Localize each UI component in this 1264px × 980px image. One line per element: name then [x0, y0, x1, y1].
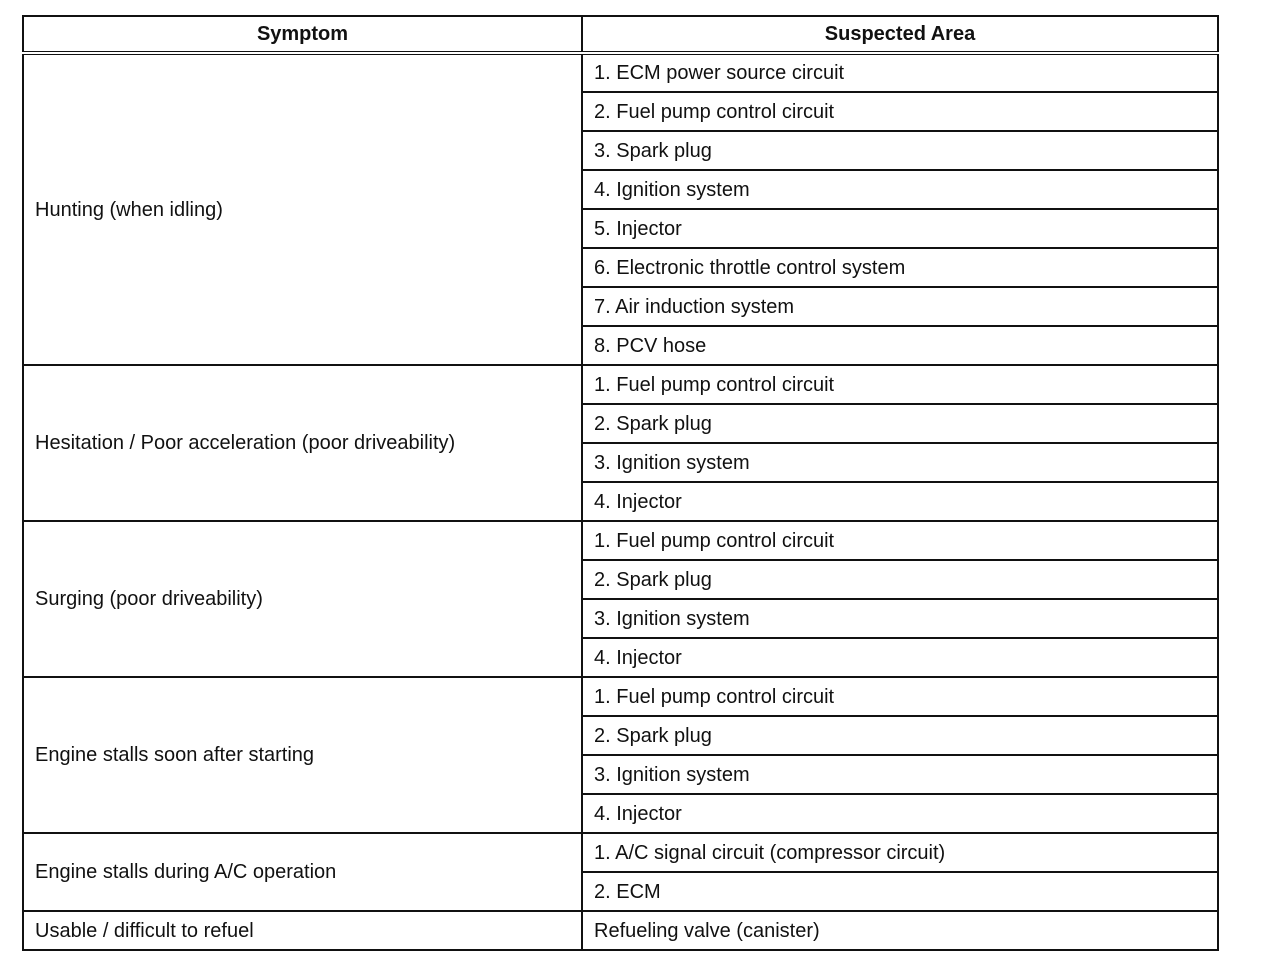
symptom-cell: Usable / difficult to refuel	[23, 911, 582, 950]
header-suspected-area: Suspected Area	[582, 16, 1218, 53]
symptom-cell: Engine stalls soon after starting	[23, 677, 582, 833]
table-row	[23, 521, 1218, 560]
table-body	[23, 53, 1218, 950]
table-row	[23, 677, 1218, 716]
suspected-area-cell: 2. Spark plug	[582, 560, 1218, 599]
suspected-area-cell: 7. Air induction system	[582, 287, 1218, 326]
symptom-cell: Surging (poor driveability)	[23, 521, 582, 677]
suspected-area-cell: 2. ECM	[582, 872, 1218, 911]
table-row	[23, 53, 1218, 92]
suspected-area-cell: 1. ECM power source circuit	[582, 53, 1218, 92]
suspected-area-cell: 3. Ignition system	[582, 443, 1218, 482]
suspected-area-cell: 1. Fuel pump control circuit	[582, 677, 1218, 716]
table-row	[23, 833, 1218, 872]
suspected-area-cell: 2. Spark plug	[582, 716, 1218, 755]
suspected-area-cell: 2. Spark plug	[582, 404, 1218, 443]
suspected-area-cell: 3. Ignition system	[582, 755, 1218, 794]
suspected-area-cell: 1. Fuel pump control circuit	[582, 521, 1218, 560]
header-symptom: Symptom	[23, 16, 582, 53]
suspected-area-cell: 6. Electronic throttle control system	[582, 248, 1218, 287]
suspected-area-cell: 5. Injector	[582, 209, 1218, 248]
symptom-table	[22, 15, 1219, 951]
suspected-area-cell: 3. Ignition system	[582, 599, 1218, 638]
suspected-area-cell: 4. Ignition system	[582, 170, 1218, 209]
symptom-cell: Hunting (when idling)	[23, 53, 582, 365]
suspected-area-cell: 8. PCV hose	[582, 326, 1218, 365]
suspected-area-cell: 2. Fuel pump control circuit	[582, 92, 1218, 131]
suspected-area-cell: 3. Spark plug	[582, 131, 1218, 170]
symptom-cell: Engine stalls during A/C operation	[23, 833, 582, 911]
suspected-area-cell: 4. Injector	[582, 638, 1218, 677]
table-row	[23, 911, 1218, 950]
suspected-area-cell: 4. Injector	[582, 482, 1218, 521]
suspected-area-cell: Refueling valve (canister)	[582, 911, 1218, 950]
header-row	[23, 16, 1218, 53]
table-row	[23, 365, 1218, 404]
symptom-cell: Hesitation / Poor acceleration (poor driveability)	[23, 365, 582, 521]
suspected-area-cell: 1. A/C signal circuit (compressor circuit)	[582, 833, 1218, 872]
suspected-area-cell: 4. Injector	[582, 794, 1218, 833]
suspected-area-cell: 1. Fuel pump control circuit	[582, 365, 1218, 404]
